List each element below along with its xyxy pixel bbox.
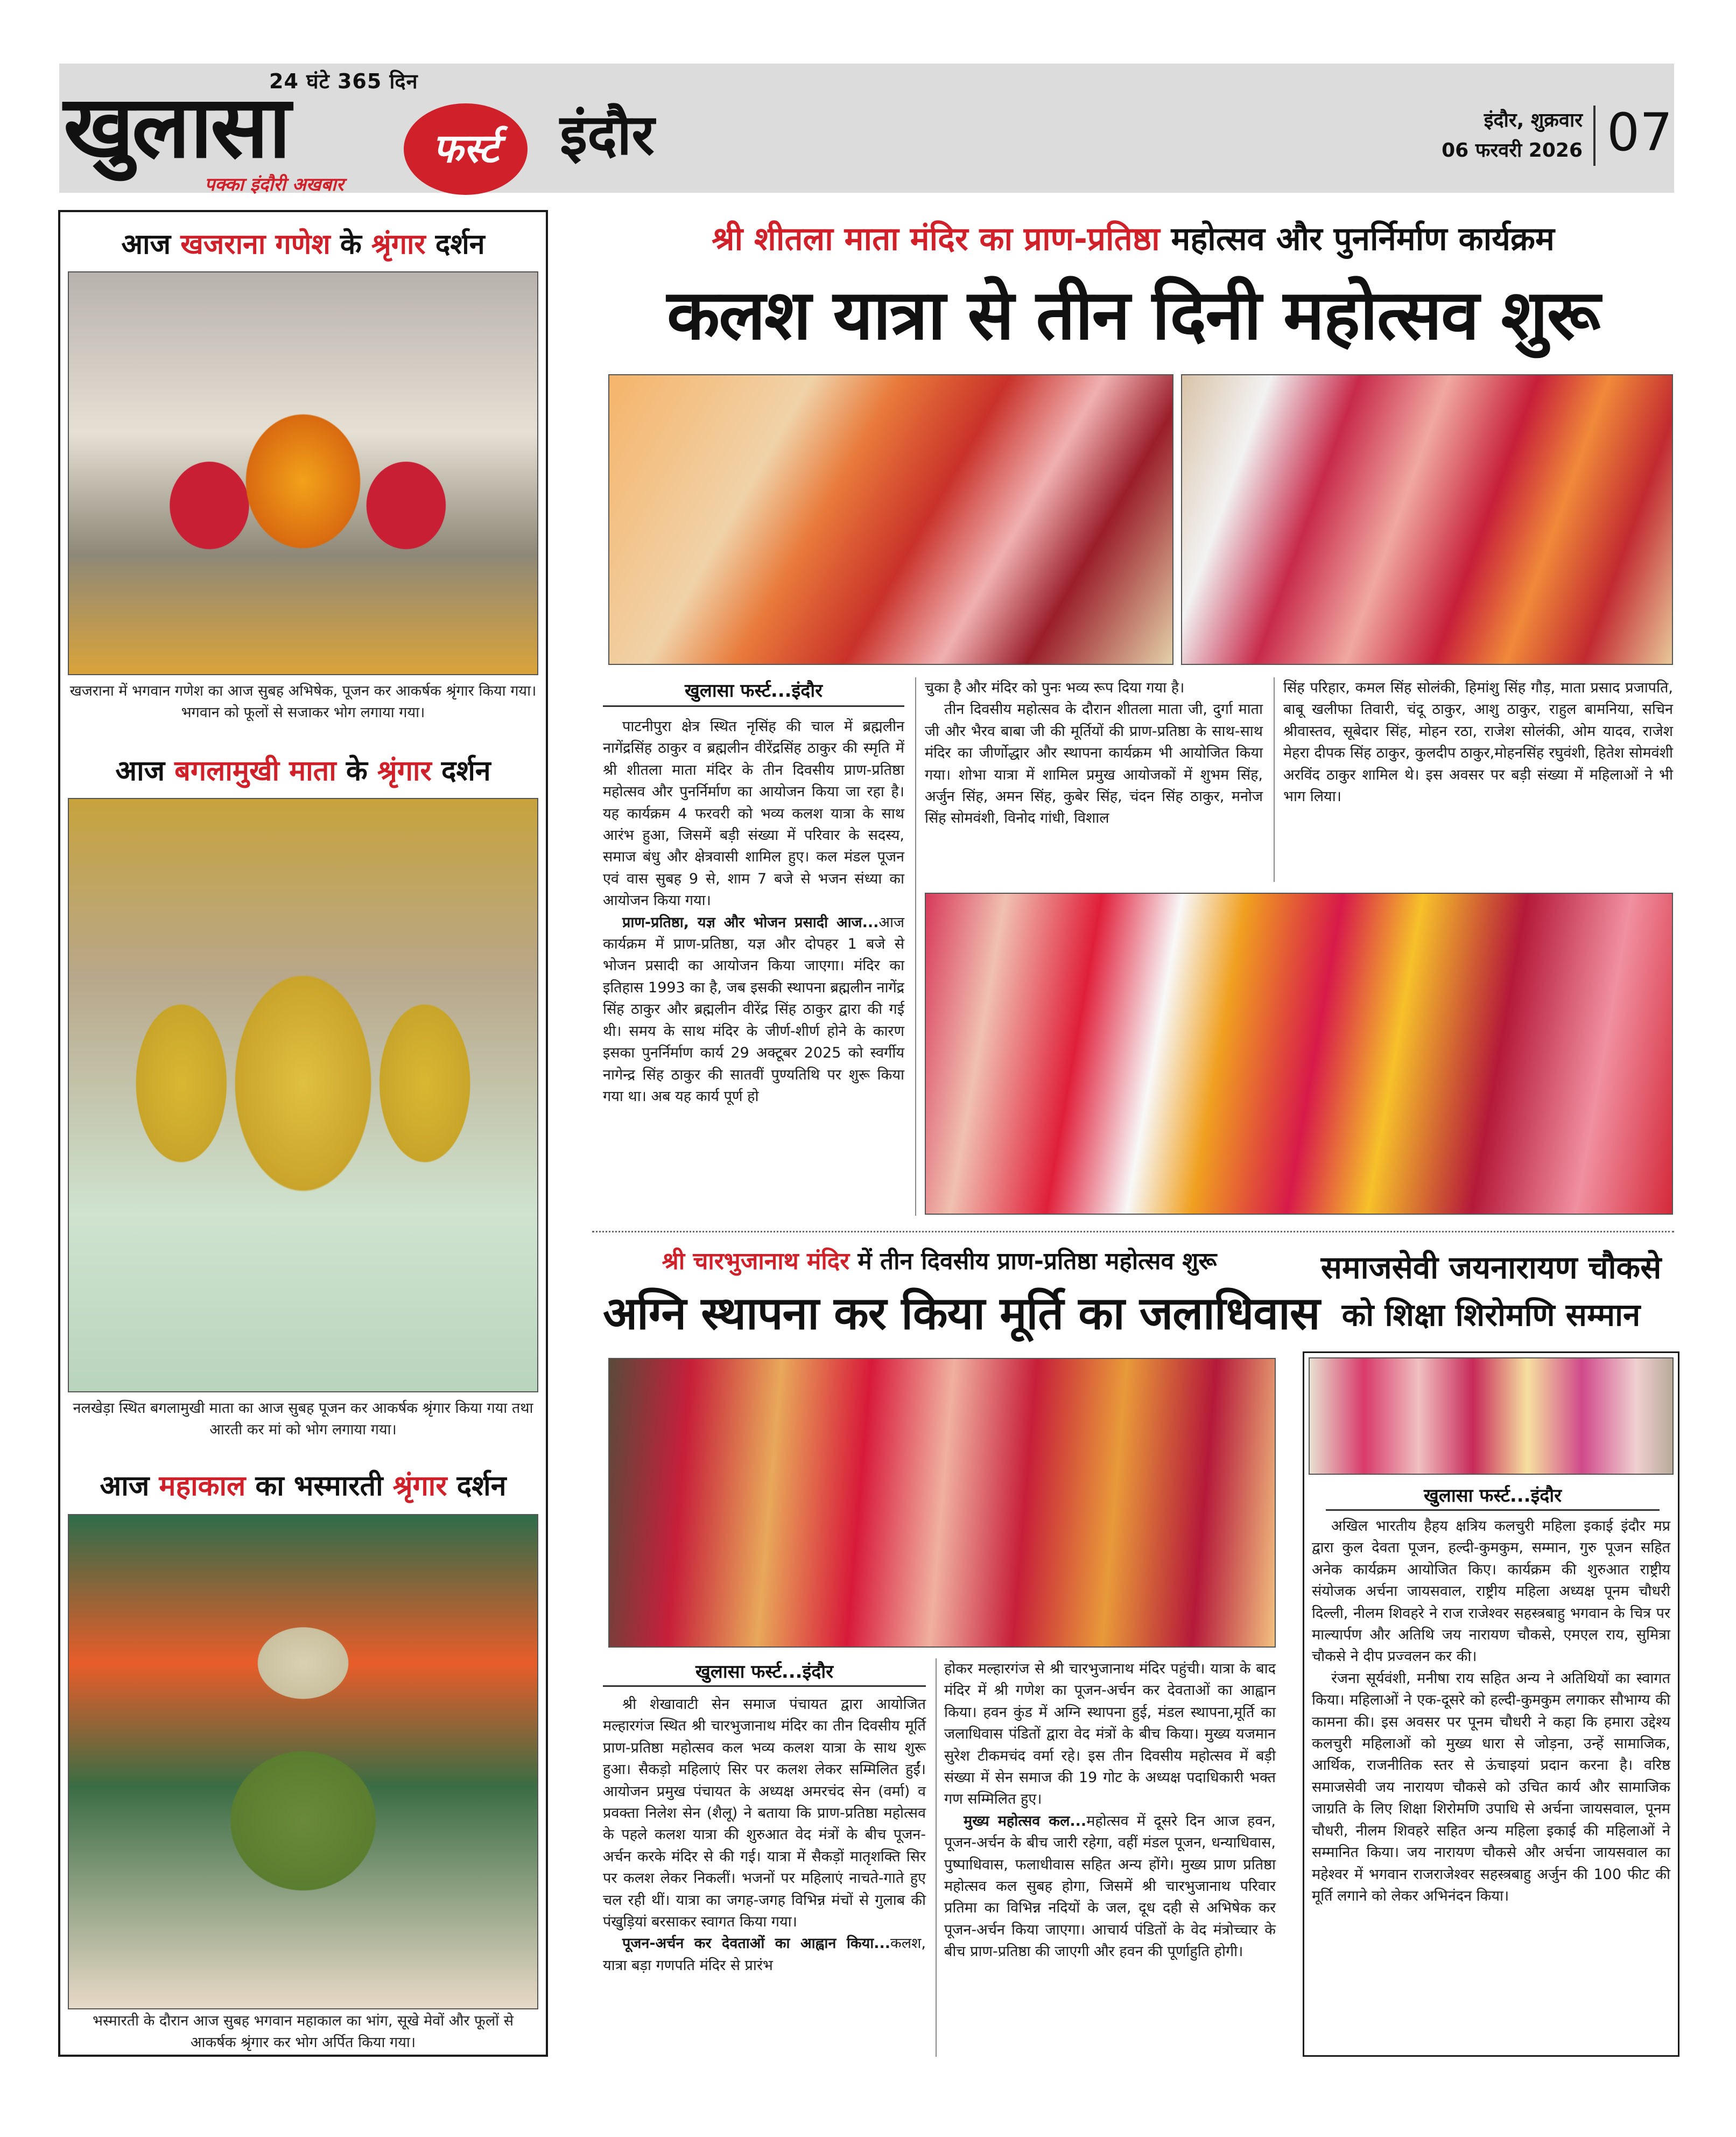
- heading-red-text: महाकाल: [159, 1470, 246, 1502]
- section-divider: [592, 1231, 1674, 1232]
- story1-paragraph: सिंह परिहार, कमल सिंह सोलंकी, हिमांशु सिंह गौड़, माता प्रसाद प्रजापति, बाबू खलीफा तिवारी, चंदू ठाकुर, आशु ठाकुर, राहुल बामनिया, सचिन श्रीवास्तव, सूबेदार सिंह, मोहन रठा, राजेश सोलंकी, ओम यादव, राजेश मेहरा दीपक सिंह ठाकुर, कुलदीप ठाकुर,मोहनसिंह रघुवंशी, हितेश सोमवंशी अरविंद ठाकुर शामिल थे। इस अवसर पर बड़ी संख्या में महिलाओं ने भी भाग लिया।: [1283, 679, 1673, 805]
- logo-badge: [404, 103, 528, 195]
- logo-tagline-bottom: पक्का इंदौरी अखबार: [205, 174, 344, 195]
- heading-red-text: खजराना गणेश: [180, 228, 331, 261]
- heading-text: आज: [121, 228, 181, 261]
- heading-text: दर्शन: [425, 228, 485, 261]
- kicker-red-text: श्री शीतला माता मंदिर का प्राण-प्रतिष्ठा: [712, 220, 1160, 258]
- kicker-text: महोत्सव और पुनर्निर्माण कार्यक्रम: [1159, 220, 1555, 258]
- heading-red-text: श्रृंगार: [377, 755, 432, 787]
- mahakal-caption: भस्मारती के दौरान आज सुबह भगवान महाकाल का भांग, सूखे मेवों और फूलों से आकर्षक श्रृंगार कर भोग अर्पित किया गया।: [92, 2013, 514, 2051]
- story1-paragraph: तीन दिवसीय महोत्सव के दौरान शीतला माता जी, दुर्गा माता जी और भैरव बाबा जी की मूर्तियों की प्राण-प्रतिष्ठा के साथ-साथ मंदिर का जीर्णोद्धार और स्थापना कार्यक्रम भी आयोजित किया गया। शोभा यात्रा में शामिल प्रमुख आयोजकों में शुभम सिंह, अर्जुन सिंह, अमन सिंह, कुबेर सिंह, चंदन सिंह ठाकुर, मनोज सिंह सोमवंशी, विनोद गांधी, विशाल: [925, 701, 1263, 827]
- kalash-yatra-photo-2: [1181, 374, 1673, 665]
- heading-text: के: [330, 228, 371, 261]
- heading-red-text: बगलामुखी माता: [174, 755, 336, 787]
- kicker-text: में तीन दिवसीय प्राण-प्रतिष्ठा महोत्सव शुरू: [849, 1248, 1217, 1275]
- story1-column-3: [1283, 677, 1673, 808]
- logo-tagline-top: 24 घंटे 365 दिन: [269, 69, 418, 93]
- heading-text: आज: [100, 1470, 159, 1502]
- mahakal-heading: [60, 1466, 546, 1504]
- page-number: 07: [1607, 102, 1673, 163]
- kicker-red-text: श्री चारभुजानाथ मंदिर: [662, 1248, 850, 1275]
- heading-red-text: श्रृंगार: [392, 1470, 447, 1502]
- heading-red-text: श्रृंगार: [371, 228, 426, 261]
- heading-text: के: [336, 755, 377, 787]
- heading-text: का भस्मारती: [245, 1470, 393, 1502]
- column-rule: [936, 1658, 937, 2057]
- byline-rule: [1326, 1509, 1660, 1511]
- byline-rule: [603, 1685, 926, 1687]
- procession-photo: [925, 893, 1673, 1215]
- date-line-date: 06 फरवरी 2026: [1442, 139, 1583, 162]
- story3-paragraph: रंजना सूर्यवंशी, मनीषा राय सहित अन्य ने अतिथियों का स्वागत किया। महिलाओं ने एक-दूसरे को हल्दी-कुमकुम लगाकर सौभाग्य की कामना की। इस अवसर पर पूनम चौधरी ने कहा कि हमारा उद्देश्य कलचुरी महिलाओं को मुख्य धारा से जोड़ना, उन्हें सामाजिक, आर्थिक, राजनीतिक स्तर से ऊंचाइयां प्रदान करना है। वरिष्ठ समाजसेवी जय नारायण चौकसे को उचित कार्य और सामाजिक जाग्रति के लिए शिक्षा शिरोमणि उपाधि से अर्चना जायसवाल, पूनम चौधरी, नीलम शिवहरे सहित अन्य महिला इकाई की महिलाओं ने सम्मानित किया। जय नारायण चौकसे और अर्चना जायसवाल का महेश्वर में भगवान राजराजेश्वर सहस्त्रबाहु अर्जुन की 100 फीट की मूर्ति लगाने को लेकर अभिनंदन किया।: [1312, 1670, 1670, 1904]
- story2-column-2: [944, 1658, 1276, 1963]
- column-rule: [915, 677, 916, 1216]
- mahakal-photo: [68, 1514, 538, 2009]
- newspaper-logo: [59, 54, 538, 194]
- bagla-heading: [60, 751, 546, 789]
- kalash-yatra-photo-1: [608, 374, 1173, 665]
- story1-paragraph: आज कार्यक्रम में प्राण-प्रतिष्ठा, यज्ञ और दोपहर 1 बजे से भोजन प्रसादी का आयोजन किया जाएगा। मंदिर का इतिहास 1993 का है, जब इसकी स्थापना ब्रह्मलीन नागेंद्र सिंह ठाकुर और ब्रह्मलीन वीरेंद्र सिंह ठाकुर द्वारा की गई थी। समय के साथ मंदिर के जीर्ण-शीर्ण होने के कारण इसका पुनर्निर्माण कार्य 29 अक्टूबर 2025 को स्वर्गीय नागेन्द्र सिंह ठाकुर की सातवीं पुण्यतिथि पर शुरू किया गया था। अब यह कार्य पूर्ण हो: [603, 914, 904, 1105]
- story3-headline-line: समाजसेवी जयनारायण चौकसे: [1320, 1249, 1662, 1286]
- story2-subhead: मुख्य महोत्सव कल...: [964, 1812, 1087, 1830]
- story2-subhead: पूजन-अर्चन कर देवताओं का आह्वान किया...: [622, 1935, 890, 1952]
- story2-paragraph: कलश, यात्रा बड़ा गणपति मंदिर से प्रारंभ: [603, 1935, 926, 1974]
- story3-paragraph: अखिल भारतीय हैहय क्षत्रिय कलचुरी महिला इकाई इंदौर मप्र द्वारा कुल देवता पूजन, हल्दी-कुमकुम, सम्मान, गुरु पूजन सहित अनेक कार्यक्रम आयोजित किए। कार्यक्रम की शुरुआत राष्ट्रीय संयोजक अर्चना जायसवाल, राष्ट्रीय महिला अध्यक्ष पूनम चौधरी दिल्ली, नीलम शिवहरे ने राज राजेश्वर सहस्त्रबाहु भगवान के चित्र पर माल्यार्पण और अतिथि जय नारायण चौकसे, एमएल राय, सुमित्रा चौकसे ने दीप प्रज्वलन कर की।: [1312, 1518, 1670, 1665]
- logo-brand-text: खुलासा: [64, 76, 289, 177]
- heading-text: आज: [115, 755, 175, 787]
- story2-paragraph: श्री शेखावाटी सेन समाज पंचायत द्वारा आयोजित मल्हारगंज स्थित श्री चारभुजानाथ मंदिर का तीन दिवसीय मूर्ति प्राण-प्रतिष्ठा महोत्सव कल भव्य कलश यात्रा के साथ शुरू हुआ। सैकड़ो महिलाएं सिर पर कलश लेकर सम्मिलित हुईं।आयोजन प्रमुख पंचायत के अध्यक्ष अमरचंद सेन (वर्मा) व प्रवक्ता निलेश सेन (शैलू) ने बताया कि प्राण-प्रतिष्ठा महोत्सव के पहले कलश यात्रा की शुरुआत वेद मंत्रों के बीच पूजन-अर्चन करके मंदिर से की गई। यात्रा में सैकड़ों मातृशक्ति सिर पर कलश लेकर निकलीं। भजनों पर महिलाएं नाचते-गाते हुए चल रही थीं। यात्रा का जगह-जगह विभिन्न मंचों से गुलाब की पंखुड़ियां बरसाकर स्वागत किया गया।: [603, 1696, 926, 1931]
- bagla-caption: नलखेड़ा स्थित बगलामुखी माता का आज सुबह पूजन कर आकर्षक श्रृंगार किया गया तथा आरती कर मां को भोग लगाया गया।: [73, 1400, 533, 1438]
- darshan-column: [58, 210, 548, 2057]
- story1-column-1: [603, 716, 904, 1108]
- story3-box: [1303, 1351, 1679, 2057]
- story2-paragraph: महोत्सव में दूसरे दिन आज हवन, पूजन-अर्चन के बीच जारी रहेगा, वहीं मंडल पूजन, धन्याधिवास, पुष्पाधिवास, फलाधीवास सहित अन्य होंगे। मुख्य प्राण प्रतिष्ठा महोत्सव कल सुबह होगा, जिसमें श्री चारभुजानाथ परिवार प्रतिमा का विभिन्न नदियों के जल, दूध दही से अभिषेक कर पूजन-अर्चन किया जाएगा। आचार्य पंडितों के वेद मंत्रोच्चार के बीच प्राण-प्रतिष्ठा की जाएगी और हवन की पूर्णाहुति होगी।: [944, 1812, 1276, 1960]
- column-rule: [1274, 677, 1275, 882]
- edition-city: इंदौर: [560, 102, 655, 167]
- khajrana-caption: खजराना में भगवान गणेश का आज सुबह अभिषेक, पूजन कर आकर्षक श्रृंगार किया गया। भगवान को फूलों से सजाकर भोग लगाया गया।: [69, 683, 537, 721]
- story3-byline: खुलासा फर्स्ट...इंदौर: [1423, 1485, 1562, 1507]
- story3-headline: [1303, 1244, 1679, 1339]
- charbhujanath-yatra-photo: [608, 1358, 1276, 1648]
- story1-headline: कलश यात्रा से तीन दिनी महोत्सव शुरू: [666, 275, 1600, 355]
- story2-headline: अग्नि स्थापना कर किया मूर्ति का जलाधिवास: [603, 1287, 1320, 1340]
- story1-kicker: [592, 215, 1674, 260]
- date-block: [1421, 106, 1583, 166]
- story3-body: [1312, 1516, 1670, 1907]
- page-number-divider: [1593, 106, 1596, 166]
- logo-badge-text: फर्स्ट: [432, 125, 499, 172]
- heading-text: दर्शन: [431, 755, 491, 787]
- khajrana-ganesh-photo: [68, 271, 538, 675]
- story1-column-2: [925, 677, 1263, 830]
- date-line-day: इंदौर, शुक्रवार: [1484, 109, 1583, 131]
- story2-byline: खुलासा फर्स्ट...इंदौर: [695, 1661, 834, 1683]
- baglamukhi-photo: [68, 798, 538, 1392]
- samman-ceremony-photo: [1309, 1357, 1674, 1475]
- story3-headline-line: को शिक्षा शिरोमणि सम्मान: [1341, 1297, 1641, 1333]
- story1-byline: खुलासा फर्स्ट...इंदौर: [684, 680, 823, 702]
- heading-text: दर्शन: [447, 1470, 507, 1502]
- byline-rule: [603, 705, 904, 707]
- story2-column-1: [603, 1694, 926, 1977]
- story2-kicker: [603, 1244, 1276, 1276]
- story2-paragraph: होकर मल्हारगंज से श्री चारभुजानाथ मंदिर पहुंची। यात्रा के बाद मंदिर में श्री गणेश का पूजन-अर्चन कर देवताओं का आह्वान किया। हवन कुंड में अग्नि स्थापना हुई, मंडल स्थापना,मूर्ति का जलाधिवास पंडितों द्वारा वेद मंत्रों के बीच किया। मुख्य यजमान सुरेश टीकमचंद वर्मा रहे। इस तीन दिवसीय महोत्सव में बड़ी संख्या में सेन समाज की 19 गोट के अध्यक्ष पदाधिकारी भक्त गण सम्मिलित हुए।: [944, 1660, 1276, 1808]
- story1-subhead: प्राण-प्रतिष्ठा, यज्ञ और भोजन प्रसादी आज...: [622, 914, 879, 931]
- khajrana-heading: [60, 224, 546, 262]
- story1-paragraph: पाटनीपुरा क्षेत्र स्थित नृसिंह की चाल में ब्रह्मलीन नागेंद्रसिंह ठाकुर व ब्रह्मलीन वीरेंद्रसिंह ठाकुर की स्मृति में श्री शीतला माता मंदिर के तीन दिवसीय प्राण-प्रतिष्ठा महोत्सव और पुनर्निर्माण का आयोजन किया जा रहा है। यह कार्यक्रम 4 फरवरी को भव्य कलश यात्रा के साथ आरंभ हुआ, जिसमें बड़ी संख्या में परिवार के सदस्य, समाज बंधु और क्षेत्रवासी शामिल हुए। कल मंडल पूजन एवं वास सुबह 9 से, शाम 7 बजे से भजन संध्या का आयोजन किया गया।: [603, 718, 904, 909]
- story1-paragraph: चुका है और मंदिर को पुनः भव्य रूप दिया गया है।: [925, 679, 1185, 696]
